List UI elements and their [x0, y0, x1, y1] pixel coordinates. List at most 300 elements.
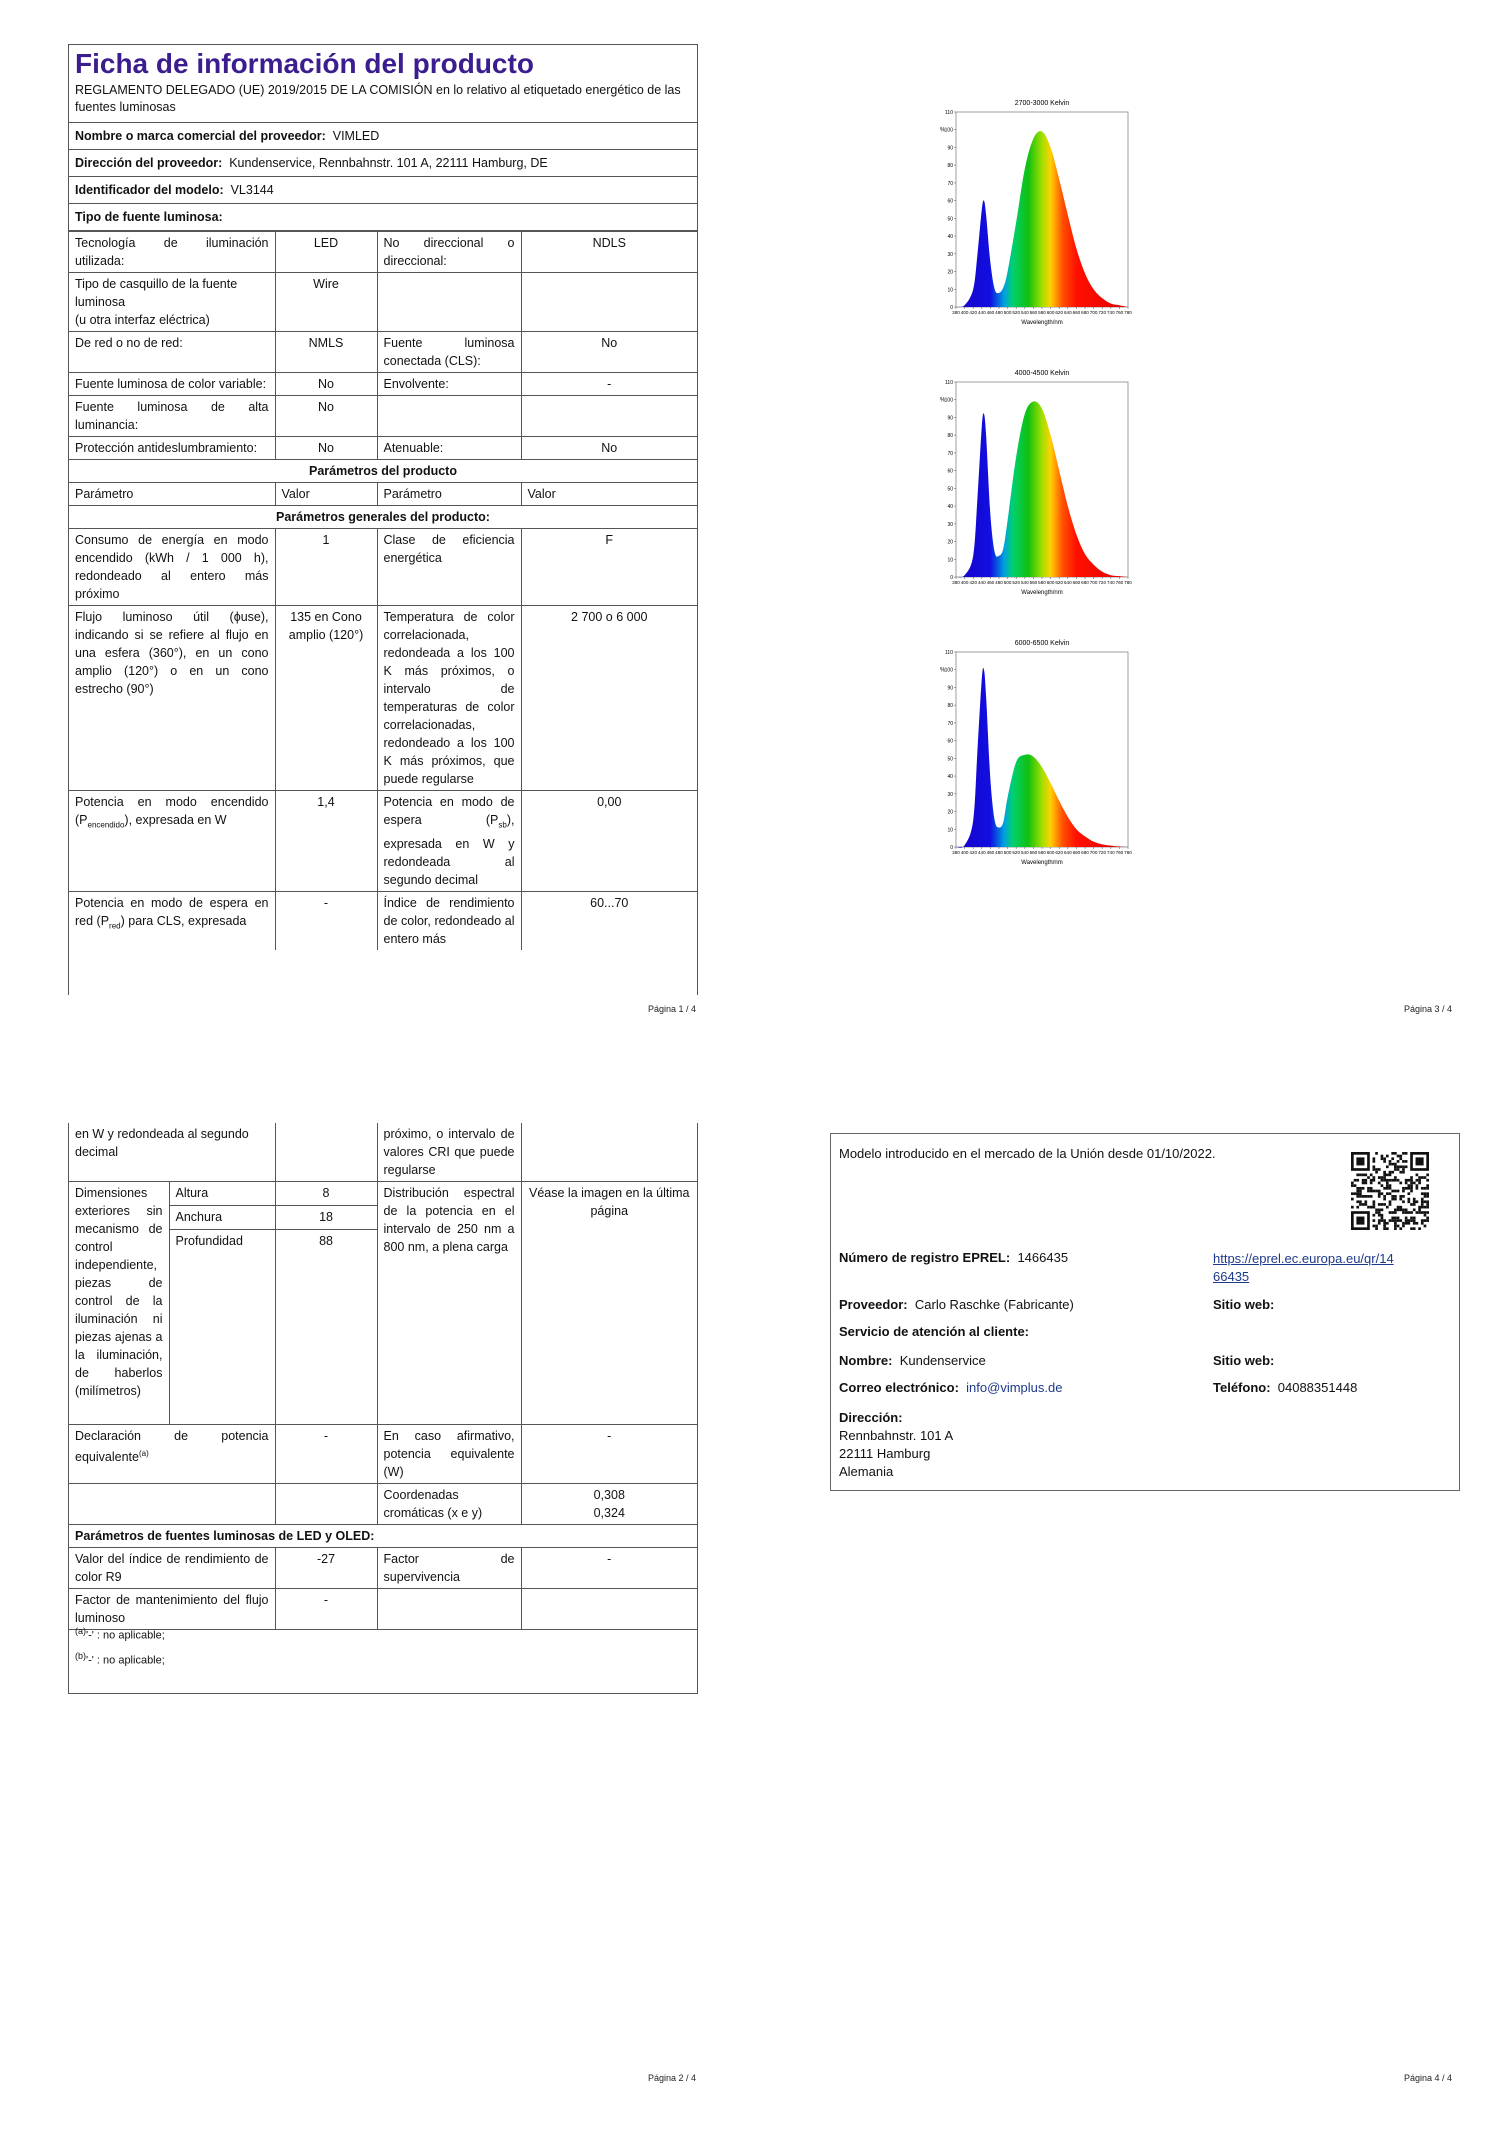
qr-module	[1397, 1208, 1400, 1211]
y-tick-label: 0	[950, 305, 953, 311]
cell	[69, 891, 275, 950]
table-row	[69, 437, 697, 460]
qr-module	[1373, 1214, 1376, 1217]
qr-module	[1386, 1227, 1389, 1230]
qr-module	[1383, 1225, 1386, 1228]
y-tick-label: 100	[944, 127, 953, 134]
qr-finder	[1416, 1157, 1424, 1165]
x-tick-label: 420	[969, 580, 978, 585]
qr-module	[1378, 1168, 1381, 1171]
footnote-a	[75, 1621, 165, 1646]
qr-module	[1378, 1219, 1381, 1222]
spectrum-chart-3	[936, 634, 1132, 889]
email-row	[839, 1380, 1062, 1395]
y-axis-label: %	[940, 397, 946, 404]
qr-module	[1418, 1208, 1421, 1211]
cell: Temperatura de color correlacionada, redondeada a los 100 K más próximos, o intervalo de temperaturas de color correlacionadas, redondeado a los 100 K más próximos, que puede regularse	[377, 606, 521, 791]
qr-module	[1399, 1182, 1402, 1185]
qr-module	[1418, 1206, 1421, 1209]
x-tick-label: 700	[1089, 850, 1098, 855]
x-tick-label: 640	[1063, 850, 1072, 855]
cell: NDLS	[521, 232, 697, 273]
qr-module	[1407, 1222, 1410, 1225]
qr-finder	[1356, 1217, 1364, 1225]
x-tick-label: 740	[1106, 310, 1115, 315]
qr-module	[1359, 1192, 1362, 1195]
y-tick-label: 30	[947, 521, 953, 528]
qr-module	[1391, 1163, 1394, 1166]
qr-module	[1402, 1190, 1405, 1193]
qr-module	[1378, 1182, 1381, 1185]
qr-module	[1418, 1211, 1421, 1214]
x-tick-label: 560	[1029, 850, 1038, 855]
x-tick-label: 640	[1063, 310, 1072, 315]
table-row	[69, 332, 697, 373]
x-tick-label: 440	[977, 850, 986, 855]
qr-module	[1383, 1157, 1386, 1160]
eprel-link-line-2[interactable]: 66435	[1213, 1269, 1250, 1284]
cell: No direccional o direccional:	[377, 232, 521, 273]
cell	[377, 791, 521, 892]
qr-module	[1375, 1227, 1378, 1230]
qr-module	[1413, 1219, 1416, 1222]
qr-module	[1416, 1211, 1419, 1214]
x-tick-label: 540	[1020, 310, 1029, 315]
cell: Anchura	[169, 1206, 275, 1230]
qr-module	[1397, 1168, 1400, 1171]
y-tick-label: 40	[947, 504, 953, 511]
y-tick-label: 70	[947, 720, 953, 727]
qr-module	[1386, 1182, 1389, 1185]
qr-module	[1397, 1160, 1400, 1163]
x-tick-label: 420	[969, 850, 978, 855]
cell: Valor del índice de rendimiento de color R9	[69, 1548, 275, 1589]
x-axis-label: Wavelength/nm	[1021, 860, 1063, 866]
qr-module	[1378, 1195, 1381, 1198]
qr-module	[1397, 1225, 1400, 1228]
qr-module	[1410, 1227, 1413, 1230]
spectrum-chart-svg	[936, 94, 1136, 349]
cell: 135 en Cono amplio (120°)	[275, 606, 377, 791]
qr-module	[1413, 1198, 1416, 1201]
qr-module	[1426, 1203, 1429, 1206]
qr-module	[1421, 1200, 1424, 1203]
qr-module	[1362, 1174, 1365, 1177]
qr-module	[1375, 1171, 1378, 1174]
qr-module	[1426, 1200, 1429, 1203]
x-tick-label: 500	[1003, 310, 1012, 315]
qr-module	[1407, 1219, 1410, 1222]
table-row	[69, 373, 697, 396]
eprel-link[interactable]	[1213, 1250, 1394, 1286]
y-tick-label: 90	[947, 145, 953, 152]
qr-module	[1416, 1222, 1419, 1225]
cell-text: Potencia en modo de espera en red (P	[75, 895, 269, 928]
y-tick-label: 80	[947, 163, 953, 170]
qr-module	[1364, 1195, 1367, 1198]
eprel-info-box	[830, 1133, 1460, 1491]
qr-module	[1381, 1179, 1384, 1182]
qr-module	[1405, 1165, 1408, 1168]
qr-module	[1364, 1203, 1367, 1206]
x-tick-label: 600	[1046, 580, 1055, 585]
cell-subscript: encendido	[87, 820, 125, 830]
qr-module	[1424, 1195, 1427, 1198]
qr-module	[1394, 1227, 1397, 1230]
qr-module	[1394, 1219, 1397, 1222]
y-tick-label: 40	[947, 234, 953, 241]
cell: 88	[275, 1230, 377, 1425]
qr-module	[1391, 1198, 1394, 1201]
qr-module	[1407, 1187, 1410, 1190]
y-tick-label: 50	[947, 216, 953, 223]
qr-module	[1354, 1184, 1357, 1187]
qr-module	[1394, 1176, 1397, 1179]
qr-module	[1378, 1208, 1381, 1211]
qr-module	[1397, 1190, 1400, 1193]
qr-module	[1418, 1176, 1421, 1179]
qr-module	[1397, 1155, 1400, 1158]
email-link[interactable]: info@vimplus.de	[966, 1380, 1063, 1395]
qr-module	[1362, 1203, 1365, 1206]
model-label: Identificador del modelo:	[75, 183, 224, 197]
qr-module	[1375, 1190, 1378, 1193]
cell: Fuente luminosa conectada (CLS):	[377, 332, 521, 373]
footnote-a-mark: (a)	[75, 1626, 86, 1636]
x-tick-label: 600	[1046, 850, 1055, 855]
cell: Valor	[521, 483, 697, 506]
y-tick-label: 110	[945, 650, 953, 656]
cell: Tecnología de iluminación utilizada:	[69, 232, 275, 273]
cell: NMLS	[275, 332, 377, 373]
qr-module	[1356, 1200, 1359, 1203]
x-tick-label: 780	[1124, 310, 1132, 315]
cell: No	[521, 437, 697, 460]
qr-module	[1389, 1179, 1392, 1182]
address-line-2: 22111 Hamburg	[839, 1446, 931, 1461]
qr-module	[1413, 1182, 1416, 1185]
cell: No	[275, 437, 377, 460]
address-block	[839, 1409, 953, 1481]
qr-module	[1367, 1176, 1370, 1179]
qr-module	[1405, 1211, 1408, 1214]
qr-module	[1354, 1179, 1357, 1182]
table-row	[69, 1123, 697, 1182]
y-tick-label: 60	[947, 468, 953, 475]
cell: -	[275, 891, 377, 950]
qr-module	[1389, 1160, 1392, 1163]
qr-module	[1351, 1184, 1354, 1187]
qr-module	[1383, 1160, 1386, 1163]
table-row	[69, 483, 697, 506]
qr-module	[1402, 1171, 1405, 1174]
qr-module	[1413, 1217, 1416, 1220]
qr-module	[1399, 1165, 1402, 1168]
qr-module	[1410, 1179, 1413, 1182]
cell	[275, 1123, 377, 1182]
y-tick-label: 60	[947, 738, 953, 745]
qr-module	[1351, 1198, 1354, 1201]
qr-module	[1407, 1184, 1410, 1187]
qr-module	[1356, 1192, 1359, 1195]
cell: Envolvente:	[377, 373, 521, 396]
table-row	[69, 460, 697, 483]
qr-module	[1367, 1190, 1370, 1193]
x-tick-label: 700	[1089, 580, 1098, 585]
x-tick-label: 660	[1072, 850, 1081, 855]
led-params-header: Parámetros de fuentes luminosas de LED y OLED:	[69, 1525, 697, 1548]
qr-module	[1410, 1211, 1413, 1214]
supplier-value: Carlo Raschke (Fabricante)	[914, 1297, 1074, 1312]
page-4	[756, 1069, 1512, 2138]
supplier-value: VIMLED	[332, 129, 380, 143]
qr-module	[1375, 1168, 1378, 1171]
cell: No	[275, 396, 377, 437]
qr-module	[1394, 1208, 1397, 1211]
cell: F	[521, 529, 697, 606]
qr-module	[1391, 1211, 1394, 1214]
qr-module	[1399, 1155, 1402, 1158]
cell	[69, 273, 275, 332]
source-type-label: Tipo de fuente luminosa:	[75, 210, 223, 224]
page-number: Página 4 / 4	[1403, 2073, 1452, 2083]
qr-module	[1383, 1219, 1386, 1222]
chart-title: 2700-3000 Kelvin	[1014, 100, 1070, 107]
qr-module	[1356, 1174, 1359, 1177]
qr-module	[1359, 1187, 1362, 1190]
qr-module	[1373, 1190, 1376, 1193]
y-tick-label: 20	[947, 809, 953, 816]
qr-module	[1418, 1182, 1421, 1185]
x-tick-label: 620	[1055, 580, 1064, 585]
product-info-sheet	[68, 44, 698, 995]
qr-module	[1421, 1192, 1424, 1195]
qr-module	[1413, 1227, 1416, 1230]
qr-module	[1389, 1203, 1392, 1206]
spectrum-chart-svg	[936, 634, 1136, 889]
qr-module	[1364, 1182, 1367, 1185]
qr-module	[1373, 1160, 1376, 1163]
x-tick-label: 580	[1038, 850, 1046, 855]
qr-module	[1386, 1155, 1389, 1158]
qr-module	[1413, 1200, 1416, 1203]
qr-module	[1389, 1200, 1392, 1203]
qr-module	[1413, 1203, 1416, 1206]
qr-module	[1410, 1176, 1413, 1179]
website-label	[1213, 1297, 1274, 1312]
x-tick-label: 460	[986, 850, 995, 855]
qr-module	[1373, 1206, 1376, 1209]
y-tick-label: 80	[947, 703, 953, 710]
qr-module	[1364, 1200, 1367, 1203]
qr-module	[1394, 1198, 1397, 1201]
qr-module	[1373, 1200, 1376, 1203]
qr-module	[1399, 1171, 1402, 1174]
qr-module	[1391, 1179, 1394, 1182]
page-number: Página 2 / 4	[647, 2073, 696, 2083]
qr-module	[1399, 1157, 1402, 1160]
qr-module	[1389, 1171, 1392, 1174]
y-tick-label: 60	[947, 198, 953, 205]
cell-text: ), expresada en W	[124, 813, 227, 827]
chart-title: 6000-6500 Kelvin	[1014, 640, 1070, 647]
qr-module	[1389, 1187, 1392, 1190]
y-tick-label: 50	[947, 756, 953, 763]
y-tick-label: 10	[947, 827, 953, 834]
cell: Parámetro	[69, 483, 275, 506]
qr-module	[1367, 1206, 1370, 1209]
market-intro: Modelo introducido en el mercado de la Unión desde 01/10/2022.	[839, 1146, 1216, 1161]
eprel-link-line-1[interactable]: https://eprel.ec.europa.eu/qr/14	[1213, 1251, 1394, 1266]
qr-module	[1402, 1211, 1405, 1214]
cell: En caso afirmativo, potencia equivalente (W)	[377, 1425, 521, 1484]
qr-module	[1383, 1176, 1386, 1179]
qr-module	[1359, 1190, 1362, 1193]
customer-service-label-text: Servicio de atención al cliente:	[839, 1324, 1030, 1339]
qr-module	[1426, 1174, 1429, 1177]
qr-module	[1364, 1174, 1367, 1177]
qr-module	[1381, 1157, 1384, 1160]
x-tick-label: 440	[977, 310, 986, 315]
qr-module	[1410, 1203, 1413, 1206]
qr-module	[1373, 1219, 1376, 1222]
qr-module	[1356, 1179, 1359, 1182]
cell: De red o no de red:	[69, 332, 275, 373]
cell: No	[521, 332, 697, 373]
qr-module	[1399, 1227, 1402, 1230]
qr-module	[1424, 1219, 1427, 1222]
qr-module	[1370, 1174, 1373, 1177]
qr-module	[1370, 1190, 1373, 1193]
qr-module	[1375, 1208, 1378, 1211]
qr-module	[1405, 1222, 1408, 1225]
qr-module	[1362, 1182, 1365, 1185]
qr-module	[1405, 1217, 1408, 1220]
x-tick-label: 660	[1072, 310, 1081, 315]
x-tick-label: 720	[1098, 310, 1107, 315]
qr-module	[1375, 1211, 1378, 1214]
qr-code-icon[interactable]	[1351, 1152, 1429, 1230]
qr-module	[1383, 1187, 1386, 1190]
qr-module	[1424, 1176, 1427, 1179]
general-params-header: Parámetros generales del producto:	[69, 506, 697, 529]
qr-module	[1399, 1206, 1402, 1209]
qr-module	[1375, 1152, 1378, 1155]
qr-module	[1399, 1195, 1402, 1198]
x-tick-label: 580	[1038, 310, 1046, 315]
qr-module	[1394, 1217, 1397, 1220]
x-tick-label: 500	[1003, 580, 1012, 585]
cell-text: (u otra interfaz eléctrica)	[75, 313, 210, 327]
footnotes	[75, 1621, 165, 1670]
qr-module	[1370, 1206, 1373, 1209]
qr-module	[1386, 1174, 1389, 1177]
qr-module	[1421, 1219, 1424, 1222]
cell	[521, 396, 697, 437]
cell: Fuente luminosa de color variable:	[69, 373, 275, 396]
address-value: Kundenservice, Rennbahnstr. 101 A, 22111 Hamburg, DE	[229, 156, 548, 170]
qr-module	[1394, 1211, 1397, 1214]
cell: Wire	[275, 273, 377, 332]
cell-text: Tipo de casquillo de la fuente luminosa	[75, 277, 238, 309]
qr-module	[1383, 1195, 1386, 1198]
qr-module	[1362, 1179, 1365, 1182]
website2-label-text: Sitio web:	[1213, 1353, 1275, 1368]
cell: 60...70	[521, 891, 697, 950]
qr-module	[1378, 1222, 1381, 1225]
qr-module	[1386, 1192, 1389, 1195]
cell	[275, 1484, 377, 1525]
cell: Coordenadas cromáticas (x e y)	[377, 1484, 521, 1525]
qr-module	[1416, 1174, 1419, 1177]
qr-module	[1359, 1174, 1362, 1177]
eprel-row	[839, 1250, 1068, 1265]
x-tick-label: 480	[995, 310, 1003, 315]
y-tick-label: 90	[947, 685, 953, 692]
qr-module	[1402, 1187, 1405, 1190]
address-label: Dirección del proveedor:	[75, 156, 223, 170]
y-tick-label: 100	[944, 667, 953, 674]
cell: -	[275, 1589, 377, 1630]
x-tick-label: 620	[1055, 850, 1064, 855]
qr-module	[1351, 1182, 1354, 1185]
qr-module	[1373, 1165, 1376, 1168]
qr-module	[1410, 1187, 1413, 1190]
qr-module	[1416, 1179, 1419, 1182]
x-tick-label: 560	[1029, 580, 1038, 585]
qr-module	[1394, 1179, 1397, 1182]
qr-module	[1381, 1176, 1384, 1179]
x-tick-label: 740	[1106, 850, 1115, 855]
qr-module	[1421, 1198, 1424, 1201]
qr-module	[1399, 1208, 1402, 1211]
table-row	[69, 232, 697, 273]
qr-module	[1381, 1219, 1384, 1222]
y-tick-label: 50	[947, 486, 953, 493]
cell-text: Declaración de potencia equivalente	[75, 1429, 269, 1465]
qr-module	[1405, 1182, 1408, 1185]
qr-module	[1389, 1219, 1392, 1222]
qr-module	[1389, 1163, 1392, 1166]
cell: -	[521, 373, 697, 396]
dimensions-label: Dimensiones exteriores sin mecanismo de control independiente, piezas de control de la iluminación ni piezas ajenas a la iluminación, de haberlos (milímetros)	[69, 1182, 169, 1425]
qr-module	[1424, 1192, 1427, 1195]
eprel-label: Número de registro EPREL:	[839, 1250, 1011, 1265]
qr-module	[1386, 1206, 1389, 1209]
qr-module	[1354, 1192, 1357, 1195]
cell: 18	[275, 1206, 377, 1230]
qr-module	[1383, 1203, 1386, 1206]
qr-module	[1421, 1187, 1424, 1190]
qr-module	[1386, 1165, 1389, 1168]
cell-subscript: sb	[498, 820, 507, 830]
y-axis-label: %	[940, 127, 946, 134]
x-tick-label: 480	[995, 850, 1003, 855]
qr-module	[1383, 1222, 1386, 1225]
qr-module	[1391, 1157, 1394, 1160]
qr-module	[1405, 1179, 1408, 1182]
address-row	[69, 150, 697, 177]
qr-module	[1426, 1187, 1429, 1190]
cell: Parámetro	[377, 483, 521, 506]
qr-module	[1394, 1163, 1397, 1166]
footnote-ref: (a)	[138, 1449, 149, 1458]
cell: LED	[275, 232, 377, 273]
supplier-label: Proveedor:	[839, 1297, 908, 1312]
qr-module	[1413, 1208, 1416, 1211]
qr-module	[1402, 1195, 1405, 1198]
qr-module	[1370, 1187, 1373, 1190]
